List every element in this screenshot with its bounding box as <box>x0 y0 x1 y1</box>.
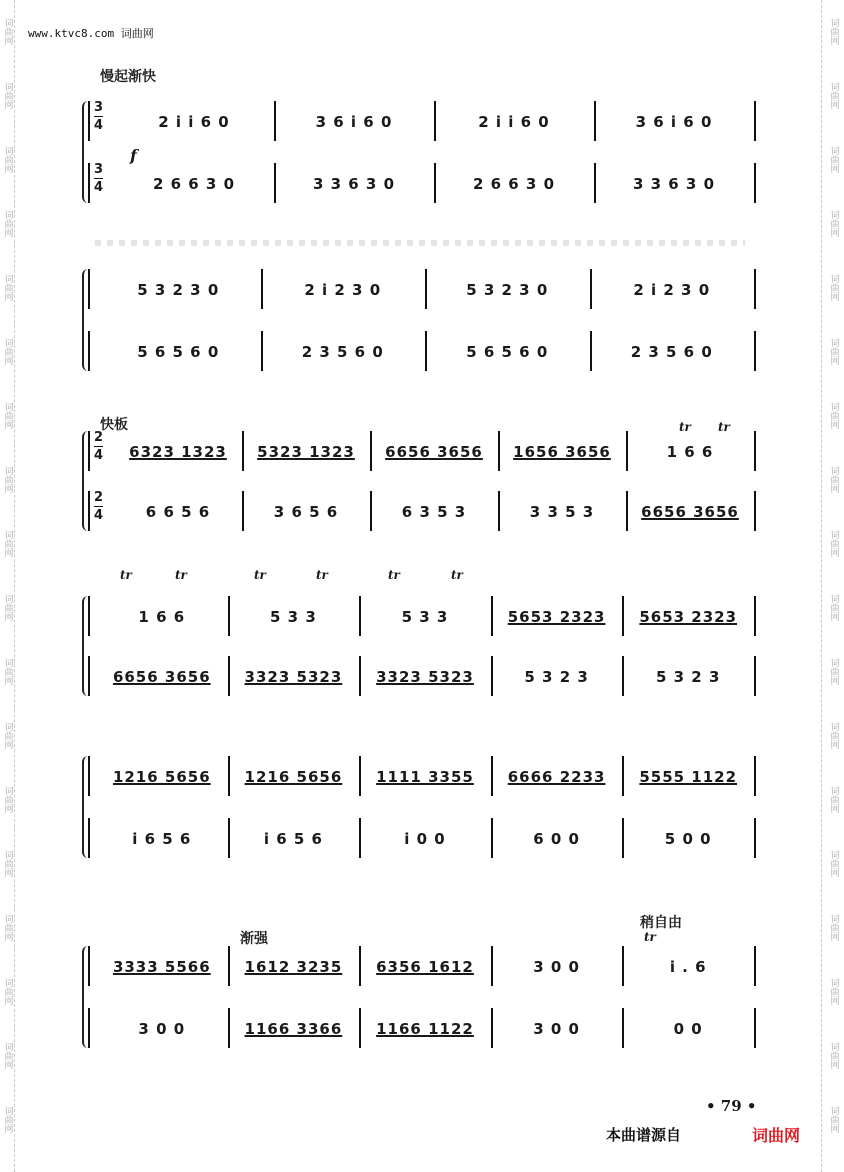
watermark-text: 词曲网 <box>828 402 839 429</box>
measure-notes: 1 6 6 <box>666 443 714 461</box>
measure <box>628 485 752 539</box>
staff-upper <box>88 590 756 644</box>
measure <box>596 95 752 149</box>
barline <box>754 596 756 636</box>
measure-notes: 3 6 i 6 0 <box>315 113 393 131</box>
measure-notes: 3 0 0 <box>533 1020 580 1038</box>
measure-notes: 5 3 2 3 <box>524 668 589 686</box>
watermark-text: 词曲网 <box>2 146 13 173</box>
watermark-text: 词曲网 <box>828 658 839 685</box>
staff-lower <box>88 325 756 379</box>
measure <box>493 812 621 866</box>
measure <box>493 590 621 644</box>
measure-notes: 5653 2323 <box>507 608 606 626</box>
left-watermark-strip <box>0 0 15 1172</box>
barline <box>754 756 756 796</box>
measure <box>493 940 621 994</box>
measure <box>116 485 240 539</box>
watermark-text: 词曲网 <box>828 82 839 109</box>
staff-upper <box>88 750 756 804</box>
measure <box>230 1002 358 1056</box>
barline <box>88 946 90 986</box>
measure <box>624 750 752 804</box>
watermark-text: 词曲网 <box>828 530 839 557</box>
measure <box>624 590 752 644</box>
watermark-text: 词曲网 <box>2 722 13 749</box>
measure <box>372 425 496 479</box>
watermark-text: 词曲网 <box>2 658 13 685</box>
watermark-text: 词曲网 <box>2 82 13 109</box>
measure <box>98 1002 226 1056</box>
measure-notes: 6 0 0 <box>533 830 580 848</box>
time-signature-numerator: 3 <box>94 162 104 177</box>
measure <box>361 1002 489 1056</box>
measure-notes: 3 3 5 3 <box>529 503 595 521</box>
measure-notes: 2 i i 6 0 <box>158 113 230 131</box>
watermark-text: 词曲网 <box>2 978 13 1005</box>
barline <box>754 1008 756 1048</box>
watermark-text: 词曲网 <box>828 210 839 237</box>
barline <box>88 491 90 531</box>
right-watermark-strip <box>821 0 844 1172</box>
measure-notes: 1166 3366 <box>244 1020 343 1038</box>
time-signature-numerator: 2 <box>94 490 104 505</box>
measure-notes: 5323 1323 <box>257 443 355 461</box>
watermark-text: 词曲网 <box>2 466 13 493</box>
scan-smudge <box>95 240 745 246</box>
measure <box>98 263 259 317</box>
measure-notes: 5 6 5 6 0 <box>137 343 220 361</box>
measure-notes: 3323 5323 <box>376 668 474 686</box>
measure-notes: 6356 1612 <box>376 958 474 976</box>
measure <box>624 650 752 704</box>
barline <box>754 656 756 696</box>
barline <box>88 269 90 309</box>
watermark-text: 词曲网 <box>828 722 839 749</box>
site-url[interactable]: www.ktvc8.com 词曲网 <box>28 27 154 40</box>
barline <box>88 101 90 141</box>
measure-notes: 5653 2323 <box>639 608 738 626</box>
watermark-text: 词曲网 <box>2 1106 13 1133</box>
trill-mark: tr <box>451 568 463 582</box>
measure <box>361 750 489 804</box>
measure-notes: 1216 5656 <box>112 768 211 786</box>
staff-lower <box>88 485 756 539</box>
measure-notes: 6666 2233 <box>507 768 606 786</box>
watermark-text: 词曲网 <box>828 594 839 621</box>
watermark-text: 词曲网 <box>828 914 839 941</box>
measure-notes: 2 3 5 6 0 <box>301 343 384 361</box>
system-brace <box>82 431 88 531</box>
dynamic-forte: f <box>130 146 137 165</box>
time-signature-denominator: 4 <box>94 180 104 195</box>
measure-notes: 2 3 5 6 0 <box>630 343 713 361</box>
barline <box>88 1008 90 1048</box>
trill-mark: tr <box>254 568 266 582</box>
watermark-text: 词曲网 <box>2 1042 13 1069</box>
measure <box>98 590 226 644</box>
staff-upper <box>88 263 756 317</box>
measure-notes: i . 6 <box>669 958 707 976</box>
measure-notes: 5 3 2 3 0 <box>466 281 549 299</box>
system-brace <box>82 269 88 371</box>
measure-notes: 6656 3656 <box>385 443 483 461</box>
measure-notes: 5 3 3 <box>270 608 317 626</box>
measure <box>263 263 424 317</box>
measure-notes: 5 3 2 3 0 <box>137 281 220 299</box>
tempo-mark-slow-to-fast: 慢起渐快 <box>100 69 156 85</box>
measure <box>427 325 588 379</box>
measure-notes: 3 6 5 6 <box>273 503 339 521</box>
watermark-text: 词曲网 <box>828 786 839 813</box>
tempo-mark-crescendo: 渐强 <box>240 931 268 947</box>
trill-mark: tr <box>175 568 187 582</box>
measure <box>361 812 489 866</box>
watermark-text: 词曲网 <box>828 1106 839 1133</box>
measure-notes: 1216 5656 <box>244 768 343 786</box>
measure <box>244 485 368 539</box>
measure <box>436 157 592 211</box>
measure <box>230 590 358 644</box>
measure <box>372 485 496 539</box>
staff-upper <box>88 425 756 479</box>
measure <box>98 750 226 804</box>
time-signature-denominator: 4 <box>94 508 104 523</box>
staff-lower <box>88 812 756 866</box>
measure-notes: 3 6 i 6 0 <box>635 113 713 131</box>
measure-notes: 3 0 0 <box>138 1020 186 1038</box>
watermark-text: 词曲网 <box>2 274 13 301</box>
trill-mark: tr <box>388 568 400 582</box>
measure-notes: 1612 3235 <box>244 958 343 976</box>
page-number: • 79 • <box>706 1097 757 1115</box>
trill-mark: tr <box>679 420 691 434</box>
measure-notes: i 6 5 6 <box>132 830 192 848</box>
measure-notes: 6656 3656 <box>641 503 739 521</box>
measure <box>596 157 752 211</box>
barline <box>88 331 90 371</box>
measure-notes: 3333 5566 <box>112 958 211 976</box>
measure-notes: 6 3 5 3 <box>401 503 467 521</box>
measure-notes: 5 6 5 6 0 <box>466 343 549 361</box>
barline <box>754 491 756 531</box>
measure-notes: 2 6 6 3 0 <box>152 175 236 193</box>
watermark-text: 词曲网 <box>828 850 839 877</box>
measure-notes: 6323 1323 <box>129 443 227 461</box>
staff-upper <box>88 940 756 994</box>
measure-notes: 1111 3355 <box>376 768 474 786</box>
trill-mark: tr <box>644 930 656 944</box>
measure <box>98 812 226 866</box>
time-signature-denominator: 4 <box>94 448 104 463</box>
barline <box>754 269 756 309</box>
measure-notes: 5 3 2 3 <box>655 668 721 686</box>
measure <box>624 1002 752 1056</box>
measure-notes: 5 0 0 <box>664 830 712 848</box>
measure <box>361 940 489 994</box>
measure <box>98 650 226 704</box>
measure-notes: 6656 3656 <box>112 668 211 686</box>
measure <box>230 650 358 704</box>
watermark-text: 词曲网 <box>2 338 13 365</box>
measure <box>592 325 753 379</box>
measure <box>276 95 432 149</box>
barline <box>754 101 756 141</box>
time-signature <box>94 161 103 196</box>
time-signature <box>94 429 103 464</box>
measure-notes: 5555 1122 <box>639 768 738 786</box>
trill-mark: tr <box>718 420 730 434</box>
time-signature-numerator: 3 <box>94 100 104 115</box>
time-signature-denominator: 4 <box>94 118 104 133</box>
system-brace <box>82 101 88 203</box>
barline <box>754 431 756 471</box>
measure <box>230 812 358 866</box>
measure <box>116 95 272 149</box>
measure-notes: 3 3 6 3 0 <box>632 175 716 193</box>
measure <box>624 812 752 866</box>
tempo-mark-fast: 快板 <box>100 417 128 433</box>
measure-notes: 1166 1122 <box>376 1020 474 1038</box>
measure <box>276 157 432 211</box>
measure <box>436 95 592 149</box>
staff-upper <box>88 95 756 149</box>
measure <box>493 1002 621 1056</box>
measure-notes: 3 3 6 3 0 <box>312 175 396 193</box>
watermark-text: 词曲网 <box>2 210 13 237</box>
tempo-mark-slightly-free: 稍自由 <box>640 915 682 931</box>
measure <box>98 940 226 994</box>
measure <box>427 263 588 317</box>
staff-lower <box>88 650 756 704</box>
measure <box>493 650 621 704</box>
measure-notes: 3323 5323 <box>244 668 343 686</box>
measure <box>592 263 753 317</box>
measure <box>500 425 624 479</box>
system-brace <box>82 596 88 696</box>
measure-notes: 2 i 2 3 0 <box>633 281 711 299</box>
measure-notes: 0 0 <box>673 1020 703 1038</box>
measure <box>361 590 489 644</box>
barline <box>754 946 756 986</box>
measure <box>628 425 752 479</box>
staff-lower <box>88 157 756 211</box>
barline <box>88 163 90 203</box>
barline <box>88 431 90 471</box>
trill-mark: tr <box>120 568 132 582</box>
watermark-text: 词曲网 <box>828 1042 839 1069</box>
system-brace <box>82 756 88 858</box>
measure <box>116 425 240 479</box>
watermark-text: 词曲网 <box>828 146 839 173</box>
measure <box>230 750 358 804</box>
watermark-text: 词曲网 <box>2 18 13 45</box>
barline <box>754 163 756 203</box>
watermark-text: 词曲网 <box>2 914 13 941</box>
measure-notes: 5 3 3 <box>401 608 449 626</box>
barline <box>88 756 90 796</box>
watermark-text: 词曲网 <box>828 978 839 1005</box>
trill-mark: tr <box>316 568 328 582</box>
measure <box>500 485 624 539</box>
measure <box>116 157 272 211</box>
source-label: 本曲谱源自 <box>606 1126 682 1144</box>
measure-notes: 1656 3656 <box>513 443 611 461</box>
time-signature <box>94 489 103 524</box>
watermark-text: 词曲网 <box>828 466 839 493</box>
measure-notes: 6 6 5 6 <box>145 503 211 521</box>
watermark-text: 词曲网 <box>828 18 839 45</box>
watermark-text: 词曲网 <box>828 338 839 365</box>
measure-notes: 1 6 6 <box>138 608 186 626</box>
measure <box>263 325 424 379</box>
watermark-text: 词曲网 <box>2 594 13 621</box>
measure-notes: 2 i 2 3 0 <box>304 281 382 299</box>
time-signature <box>94 99 103 134</box>
system-brace <box>82 946 88 1048</box>
measure-notes: 3 0 0 <box>533 958 580 976</box>
barline <box>88 596 90 636</box>
measure-notes: 2 6 6 3 0 <box>472 175 556 193</box>
measure <box>624 940 752 994</box>
watermark-text: 词曲网 <box>2 850 13 877</box>
staff-lower <box>88 1002 756 1056</box>
measure-notes: 2 i i 6 0 <box>478 113 550 131</box>
time-signature-numerator: 2 <box>94 430 104 445</box>
measure <box>493 750 621 804</box>
measure-notes: i 0 0 <box>404 830 446 848</box>
measure <box>361 650 489 704</box>
barline <box>88 818 90 858</box>
barline <box>88 656 90 696</box>
watermark-text: 词曲网 <box>2 786 13 813</box>
watermark-text: 词曲网 <box>2 402 13 429</box>
measure-notes: i 6 5 6 <box>263 830 323 848</box>
barline <box>754 331 756 371</box>
watermark-text: 词曲网 <box>2 530 13 557</box>
measure <box>244 425 368 479</box>
barline <box>754 818 756 858</box>
watermark-text: 词曲网 <box>828 274 839 301</box>
measure <box>98 325 259 379</box>
site-logo[interactable]: 词曲网 <box>752 1126 801 1145</box>
measure <box>230 940 358 994</box>
